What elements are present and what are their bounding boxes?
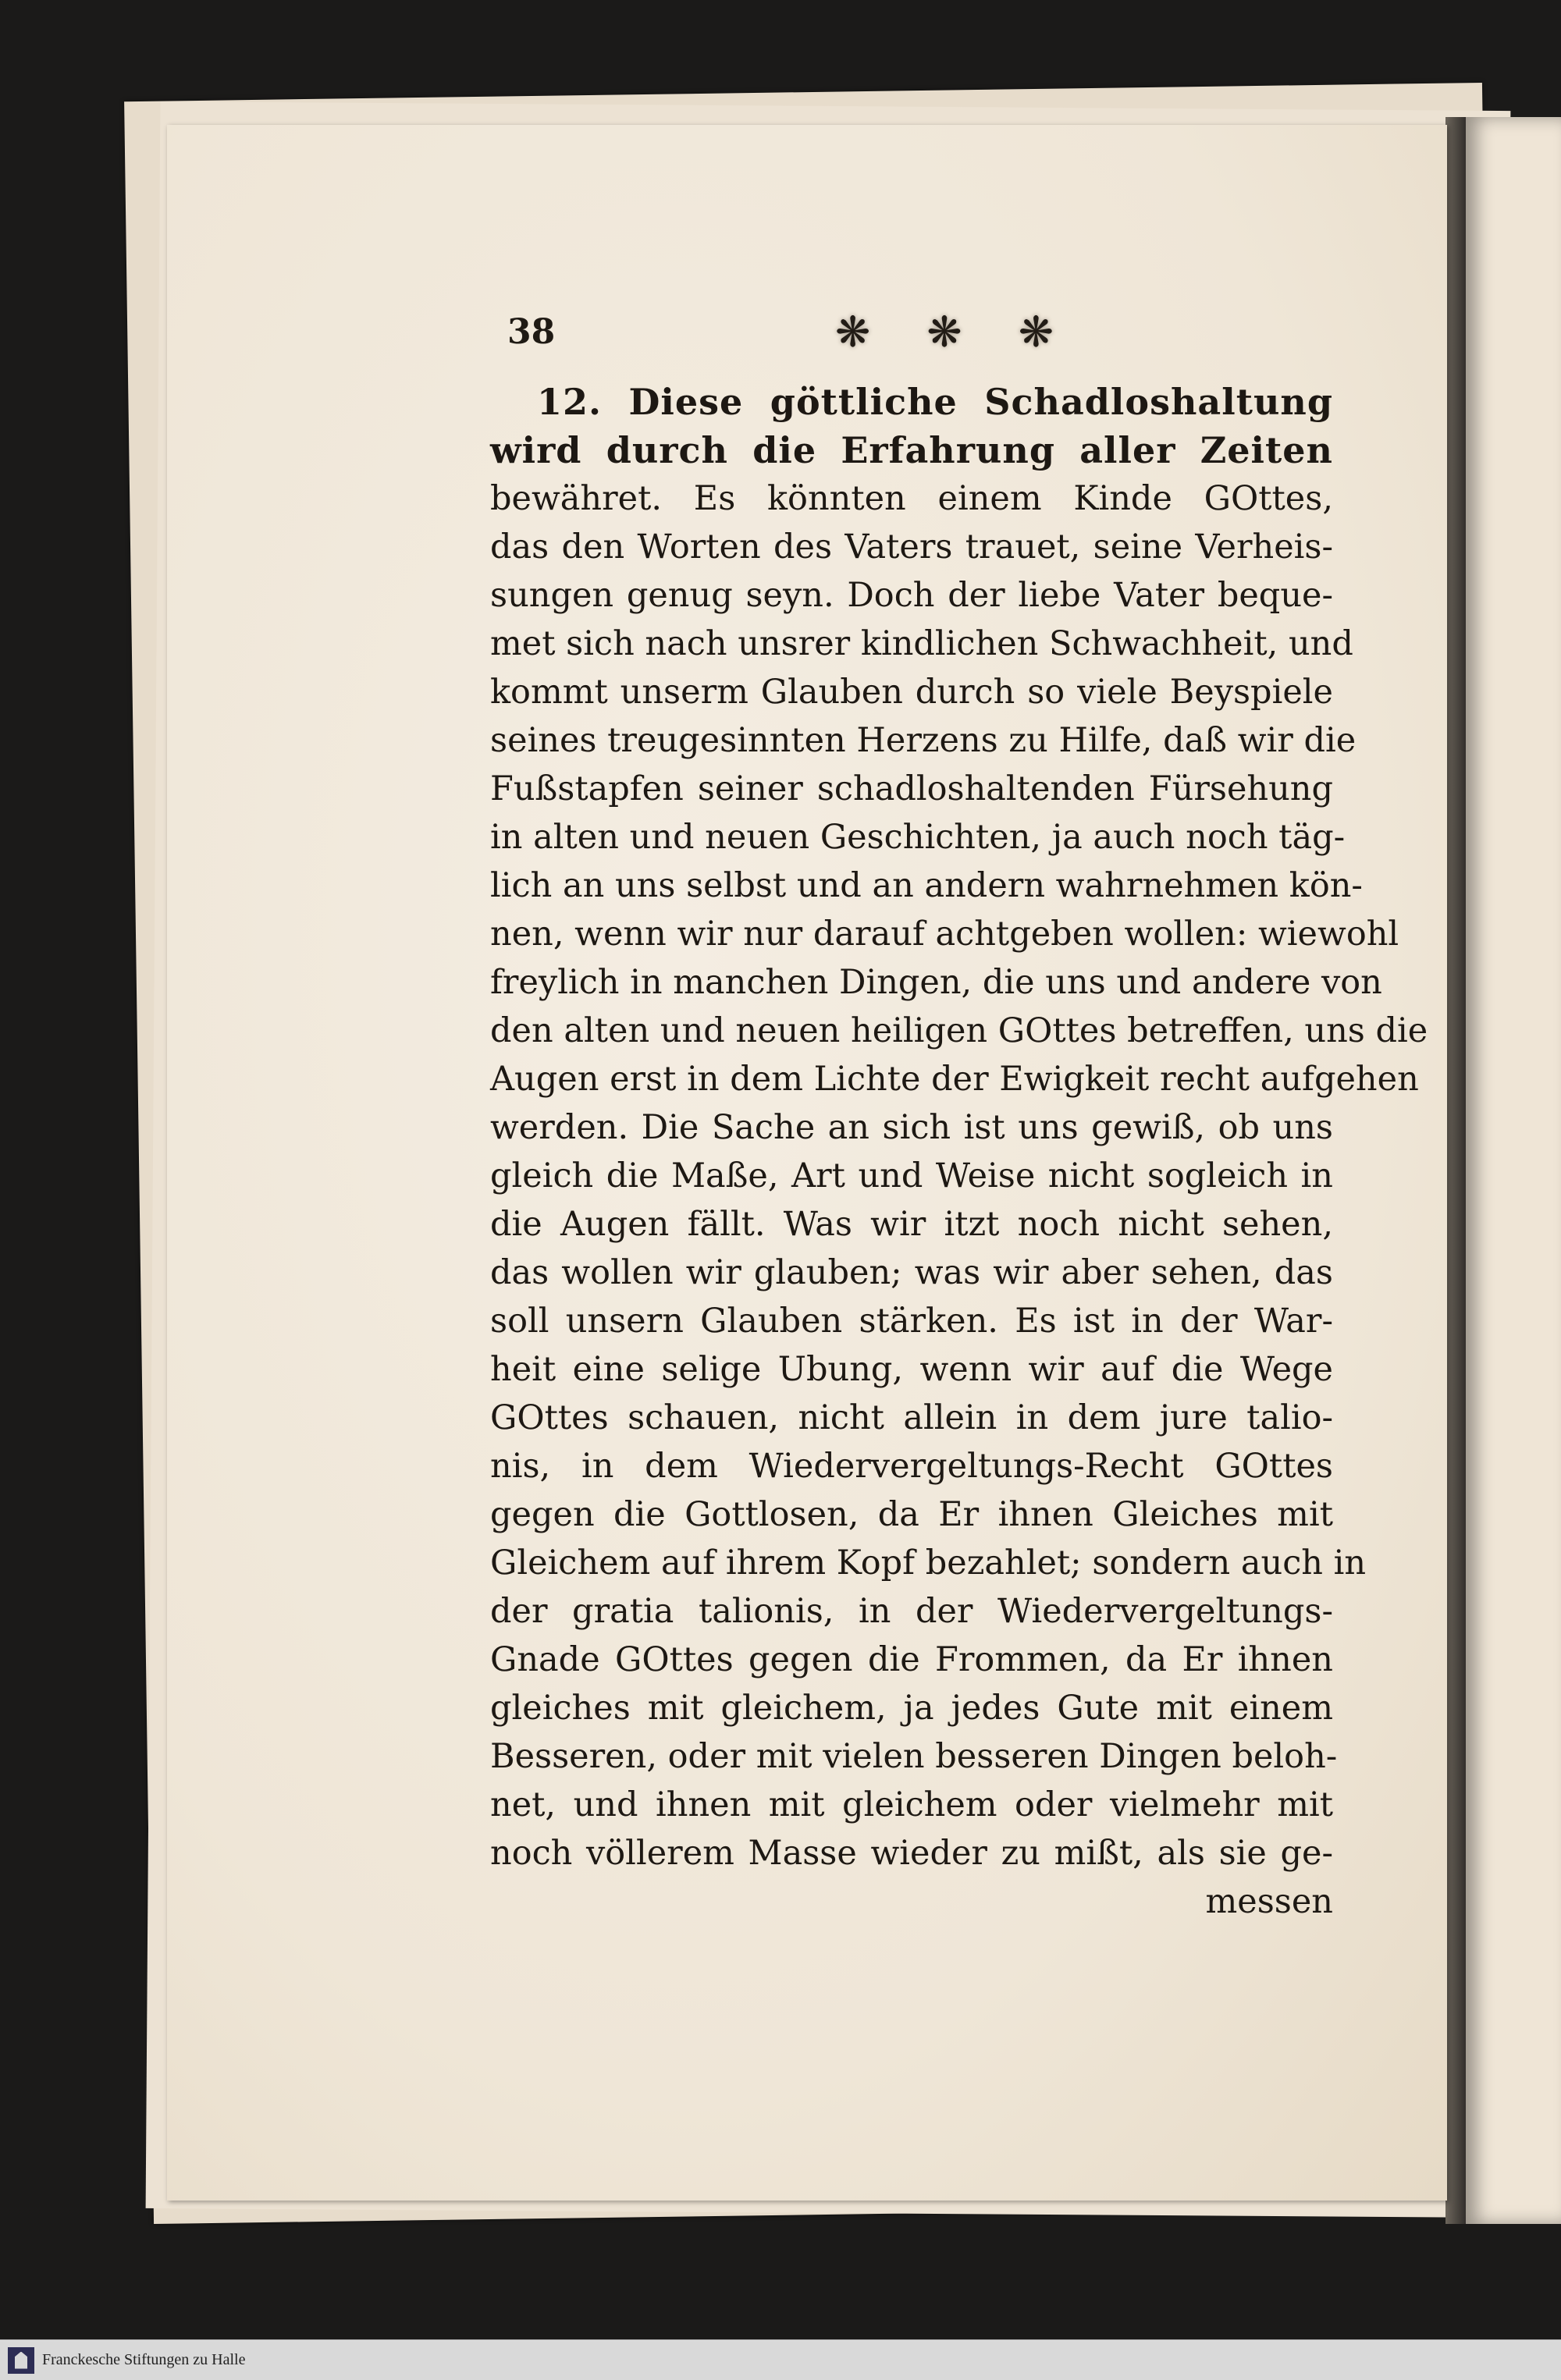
institution-logo-icon[interactable] [8, 2347, 34, 2374]
text-line: das den Worten des Vaters trauet, seine Verheis- [490, 528, 1333, 567]
ornament-icon: ❋ [1018, 307, 1054, 357]
institution-link[interactable]: Franckesche Stiftungen zu Halle [42, 2351, 246, 2368]
text-line: noch völlerem Masse wieder zu mißt, als sie ge- [490, 1834, 1333, 1873]
text-line: das wollen wir glauben; was wir aber sehen, das [490, 1253, 1333, 1292]
text-line: heit eine selige Ubung, wenn wir auf die Wege [490, 1350, 1333, 1389]
facing-page-strip [1466, 117, 1561, 2224]
text-line: lich an uns selbst und an andern wahrnehmen kön- [490, 866, 1363, 905]
text-line: gleiches mit gleichem, ja jedes Gute mit einem [490, 1689, 1333, 1728]
text-line: Gnade GOttes gegen die Frommen, da Er ihnen [490, 1640, 1333, 1679]
text-line: Besseren, oder mit vielen besseren Dingen beloh- [490, 1737, 1338, 1776]
text-line: soll unsern Glauben stärken. Es ist in der War- [490, 1302, 1333, 1341]
ornament-icon: ❋ [835, 307, 871, 357]
text-line: Gleichem auf ihrem Kopf bezahlet; sondern auch in [490, 1543, 1367, 1583]
catchword: messen [1205, 1882, 1333, 1921]
page-header [507, 307, 1366, 367]
text-line: gegen die Gottlosen, da Er ihnen Gleiches mit [490, 1495, 1333, 1534]
text-line: nen, wenn wir nur darauf achtgeben wollen: wiewohl [490, 915, 1399, 954]
text-line: in alten und neuen Geschichten, ja auch noch täg- [490, 818, 1346, 857]
text-line: werden. Die Sache an sich ist uns gewiß, ob uns [490, 1108, 1333, 1147]
text-line: den alten und neuen heiligen GOttes betreffen, uns die [490, 1011, 1428, 1050]
text-line: bewähret. Es könnten einem Kinde GOttes, [490, 479, 1333, 518]
ornament-icon: ❋ [926, 307, 962, 357]
text-line: GOttes schauen, nicht allein in dem jure talio- [490, 1398, 1333, 1437]
text-line: seines treugesinnten Herzens zu Hilfe, daß wir die [490, 721, 1357, 760]
text-line: net, und ihnen mit gleichem oder vielmehr mit [490, 1785, 1333, 1824]
text-line: freylich in manchen Dingen, die uns und andere von [490, 963, 1382, 1002]
text-line: nis, in dem Wiedervergeltungs-Recht GOttes [490, 1447, 1333, 1486]
text-line: Augen erst in dem Lichte der Ewigkeit recht aufgehen [490, 1060, 1419, 1099]
body-text [490, 378, 1428, 1926]
text-line: die Augen fällt. Was wir itzt noch nicht sehen, [490, 1205, 1333, 1244]
page-number: 38 [507, 312, 556, 352]
text-line: 12. Diese göttliche Schadloshaltung [537, 381, 1333, 423]
text-line: met sich nach unsrer kindlichen Schwachheit, und [490, 624, 1353, 663]
text-line: der gratia talionis, in der Wiedervergeltungs- [490, 1592, 1333, 1631]
text-line: kommt unserm Glauben durch so viele Beyspiele [490, 673, 1333, 712]
text-line: Fußstapfen seiner schadloshaltenden Fürsehung [490, 769, 1333, 808]
footer-bar [0, 2339, 1561, 2380]
text-line: wird durch die Erfahrung aller Zeiten [490, 429, 1333, 471]
ornament-row [835, 307, 1054, 357]
text-line: sungen genug seyn. Doch der liebe Vater beque- [490, 576, 1333, 615]
text-line: gleich die Maße, Art und Weise nicht sogleich in [490, 1156, 1333, 1195]
